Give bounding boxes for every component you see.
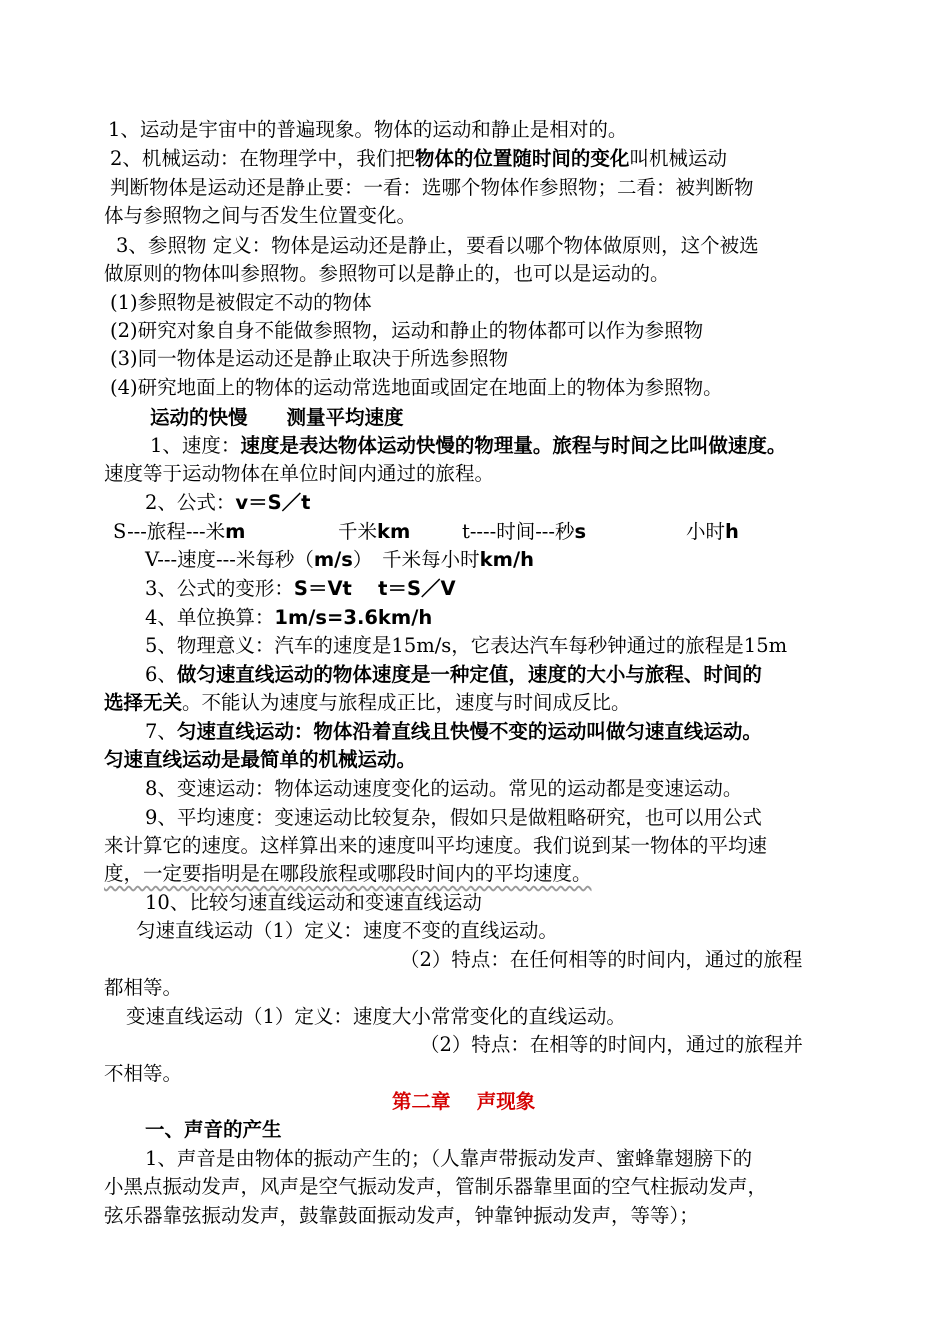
text: t----时间---秒 [462,520,575,543]
sound-para-line-1: 1、声音是由物体的振动产生的；（人靠声带振动发声、蜜蜂靠翅膀下的 [145,1147,753,1170]
uniform-motion-line-2: 匀速直线运动是最简单的机械运动。 [104,748,417,771]
speed-def-line-1 [150,432,786,460]
text: 7、 [145,720,177,743]
bold-text: 匀速直线运动：物体沿着直线且快慢不变的运动叫做匀速直线运动。 [176,720,762,743]
text: 叫机械运动 [629,147,727,170]
uniform-motion-line-1 [145,718,762,746]
uniform-feature-line-1: （2）特点：在任何相等的时间内，通过的旅程 [400,948,803,971]
uniform-speed-line-2 [104,689,631,717]
text: 2、公式： [145,491,236,514]
unit-line-v [145,546,534,574]
compare-heading: 10、比较匀速直线运动和变速直线运动 [145,891,482,914]
bold-text: 速度是表达物体运动快慢的物理量。旅程与时间之比叫做速度。 [240,434,787,457]
para-2 [110,145,727,173]
unit-conversion [145,604,432,632]
formula-line [145,489,311,517]
variable-definition: 变速直线运动（1）定义：速度大小常常变化的直线运动。 [126,1005,626,1028]
average-speed-line-2: 来计算它的速度。这样算出来的速度叫平均速度。我们说到某一物体的平均速 [104,834,768,857]
speed-def-line-2: 速度等于运动物体在单位时间内通过的旅程。 [104,462,495,485]
unit: m/s [313,548,353,571]
bold-text: 做匀速直线运动的物体速度是一种定值，速度的大小与旅程、时间的 [176,663,762,686]
text: S---旅程---米 [113,520,226,543]
para-4-line-1: 3、参照物 定义：物体是运动还是静止，要看以哪个物体做原则，这个被选 [116,234,759,257]
section-heading-sound: 一、声音的产生 [145,1118,282,1141]
sound-para-line-2: 小黑点振动发声，风声是空气振动发声，管制乐器靠里面的空气柱振动发声， [104,1175,768,1198]
unit: km/h [479,548,534,571]
average-speed-line-3 [104,860,592,888]
sound-para-line-3: 弦乐器靠弦振动发声，鼓靠鼓面振动发声，钟靠钟振动发声，等等）； [104,1204,699,1227]
text: 小时 [686,520,726,543]
unit: h [725,520,739,543]
average-speed-line-1: 9、平均速度：变速运动比较复杂，假如只是做粗略研究，也可以用公式 [145,806,762,829]
unit: s [574,520,587,543]
text: 2、机械运动：在物理学中，我们把 [110,147,415,170]
unit-line-s [113,518,245,546]
list-item-1: (1)参照物是被假定不动的物体 [110,291,372,314]
formula: 1m/s=3.6km/h [274,606,433,629]
list-item-4: (4)研究地面上的物体的运动常选地面或固定在地面上的物体为参照物。 [110,376,723,399]
formula: v＝S／t [235,491,311,514]
formula-variant [145,575,456,603]
para-4-line-2: 做原则的物体叫参照物。参照物可以是静止的，也可以是运动的。 [104,262,670,285]
text: 1、速度： [150,434,241,457]
para-3-line-2: 体与参照物之间与否发生位置变化。 [104,204,417,227]
formula: S＝Vt t＝S／V [293,577,456,600]
unit-line-t [462,518,586,546]
wavy-underlined-text: 度，一定要指明是在哪段旅程或哪段时间内的平均速度。 [104,862,592,885]
text: V---速度---米每秒（ [145,548,314,571]
unit: m [225,520,246,543]
variable-motion: 8、变速运动：物体运动速度变化的运动。常见的运动都是变速运动。 [145,777,743,800]
physical-meaning: 5、物理意义：汽车的速度是15m/s，它表达汽车每秒钟通过的旅程是15m [145,634,788,657]
text: 4、单位换算： [145,606,275,629]
text: ） 千米每小时 [352,548,480,571]
bold-text: 选择无关 [104,691,183,714]
text: 3、公式的变形： [145,577,294,600]
bold-text: 物体的位置随时间的变化 [414,147,630,170]
list-item-2: (2)研究对象自身不能做参照物，运动和静止的物体都可以作为参照物 [110,319,704,342]
para-3-line-1: 判断物体是运动还是静止要：一看：选哪个物体作参照物；二看：被判断物 [110,176,754,199]
para-1: 1、运动是宇宙中的普遍现象。物体的运动和静止是相对的。 [108,118,628,141]
text: 6、 [145,663,177,686]
variable-feature-line-1: （2）特点：在相等的时间内，通过的旅程并 [420,1033,803,1056]
uniform-feature-line-2: 都相等。 [104,976,183,999]
list-item-3: (3)同一物体是运动还是静止取决于所选参照物 [110,347,509,370]
unit: km [377,520,411,543]
text: 。不能认为速度与旅程成正比，速度与时间成反比。 [182,691,631,714]
uniform-speed-line-1 [145,661,762,689]
unit-line-h [686,518,739,546]
variable-feature-line-2: 不相等。 [104,1062,183,1085]
chapter-title: 第二章 声现象 [392,1090,536,1113]
unit-line-km [338,518,410,546]
text: 千米 [338,520,378,543]
uniform-definition: 匀速直线运动（1）定义：速度不变的直线运动。 [136,919,558,942]
section-heading-speed: 运动的快慢 测量平均速度 [150,406,404,429]
